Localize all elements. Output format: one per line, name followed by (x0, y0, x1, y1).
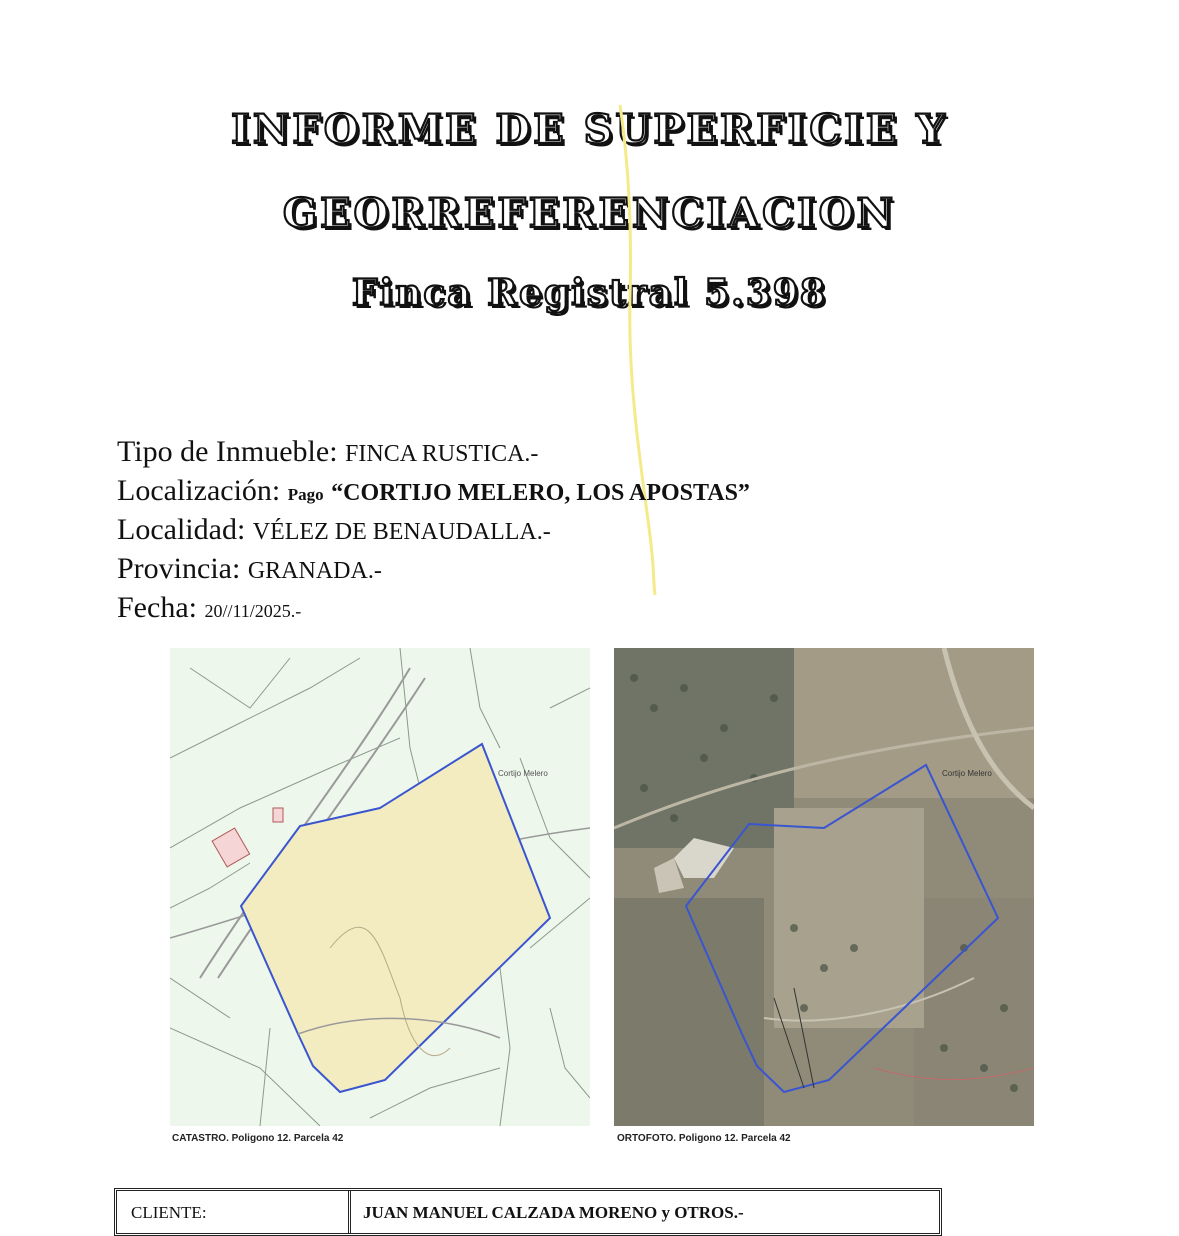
fecha-row (117, 589, 301, 630)
client-value: JUAN MANUEL CALZADA MORENO y OTROS.- (363, 1203, 744, 1222)
report-title-line-2: GEORREFERENCIACION (282, 190, 897, 237)
localidad-row (117, 511, 551, 551)
catastro-map (170, 648, 590, 1126)
tipo-inmueble-row (117, 433, 538, 473)
ortofoto-caption: ORTOFOTO. Poligono 12. Parcela 42 (617, 1133, 791, 1144)
localidad-label: Localidad: (117, 513, 246, 546)
tipo-label: Tipo de Inmueble: (117, 435, 338, 468)
highlighter-mark (600, 100, 670, 600)
localizacion-label: Localización: (117, 474, 281, 507)
localidad-value: VÉLEZ DE BENAUDALLA.- (252, 519, 551, 545)
fecha-value: 20//11/2025.- (204, 601, 302, 621)
ortofoto-map (614, 648, 1034, 1126)
tipo-value: FINCA RUSTICA.- (345, 441, 539, 467)
client-label: CLIENTE: (117, 1191, 351, 1233)
report-subtitle: Finca Registral 5.398 (352, 272, 827, 314)
catastro-place-label: Cortijo Melero (498, 769, 548, 778)
provincia-label: Provincia: (117, 552, 241, 585)
fecha-label: Fecha: (117, 591, 197, 624)
provincia-row (117, 550, 382, 590)
provincia-value: GRANADA.- (247, 558, 382, 584)
localizacion-value: “CORTIJO MELERO, LOS APOSTAS” (331, 480, 750, 506)
catastro-caption: CATASTRO. Poligono 12. Parcela 42 (172, 1133, 344, 1144)
localizacion-row (117, 472, 750, 514)
report-title-line-1: INFORME DE SUPERFICIE Y (231, 106, 948, 153)
client-table (114, 1188, 942, 1236)
ortofoto-place-label: Cortijo Melero (942, 769, 992, 778)
localizacion-pago: Pago (287, 485, 324, 504)
